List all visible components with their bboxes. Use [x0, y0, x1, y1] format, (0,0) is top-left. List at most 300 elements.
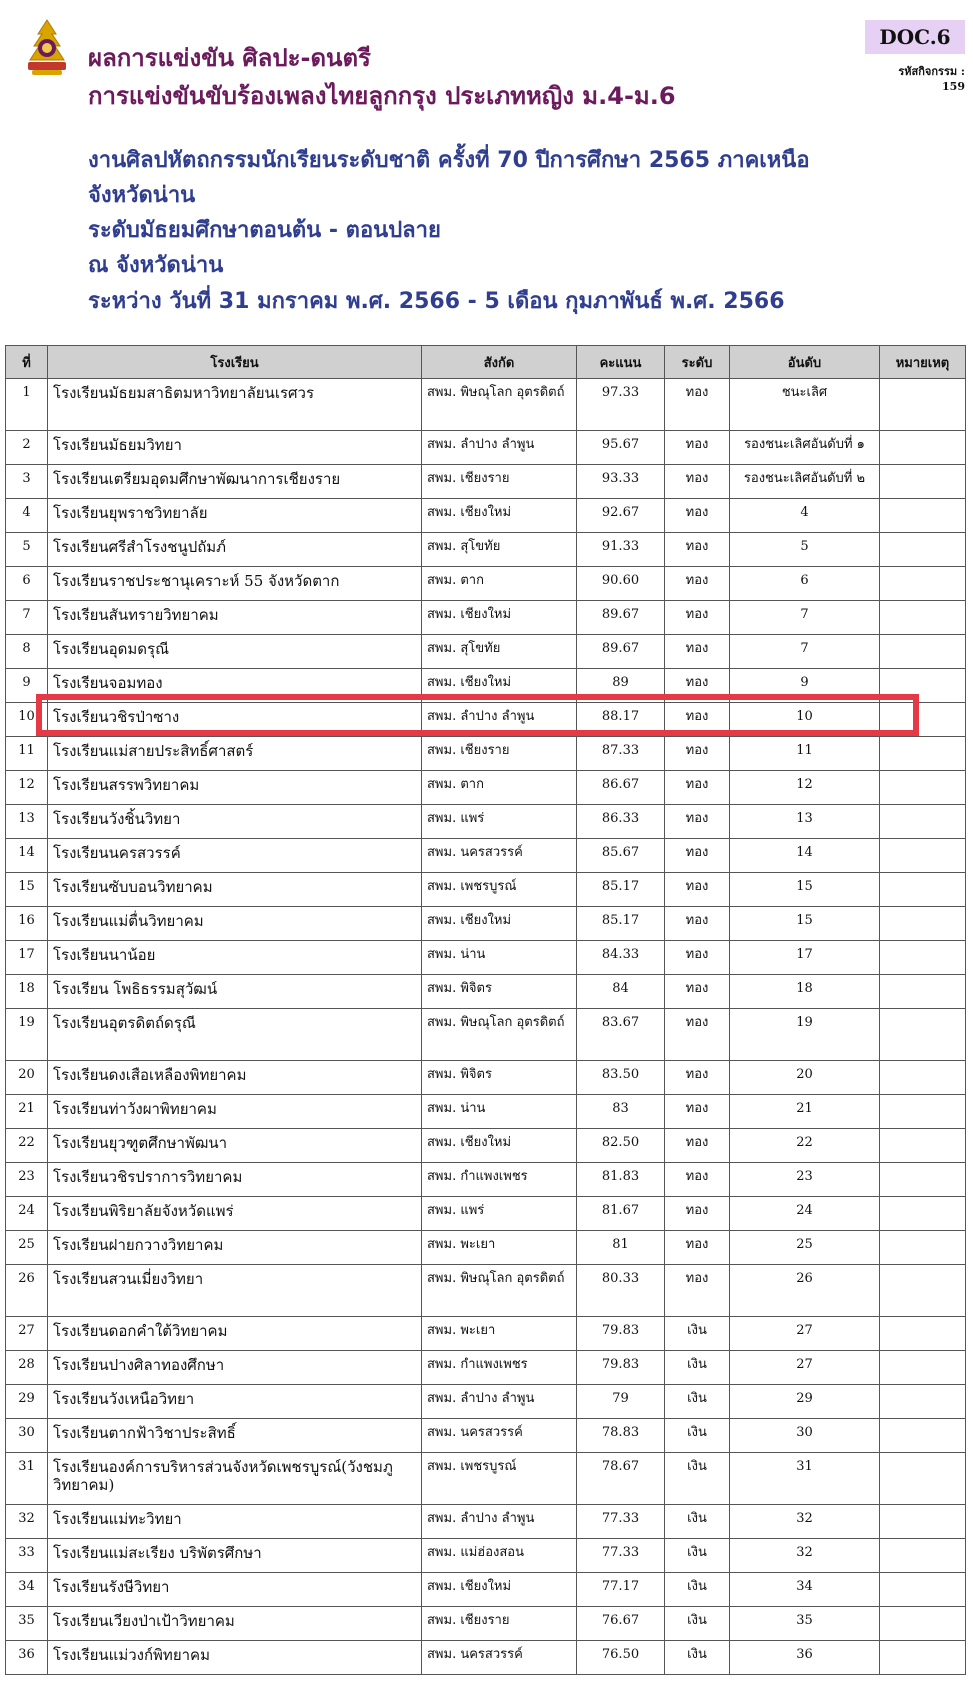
row-number: 2 — [6, 431, 48, 465]
school-name: โรงเรียนนาน้อย — [48, 941, 422, 975]
level: ทอง — [665, 431, 730, 465]
score: 85.67 — [577, 839, 665, 873]
table-row — [6, 1505, 966, 1539]
school-name: โรงเรียนวังเหนือวิทยา — [48, 1385, 422, 1419]
rank: 5 — [730, 533, 880, 567]
affiliation: สพม. สุโขทัย — [422, 635, 577, 669]
school-name: โรงเรียนจอมทอง — [48, 669, 422, 703]
school-name: โรงเรียนวชิรป่าซาง — [48, 703, 422, 737]
row-number: 12 — [6, 771, 48, 805]
score: 97.33 — [577, 379, 665, 431]
note — [880, 499, 966, 533]
row-number: 7 — [6, 601, 48, 635]
affiliation: สพม. พิจิตร — [422, 1061, 577, 1095]
affiliation: สพม. ลำปาง ลำพูน — [422, 1505, 577, 1539]
note — [880, 379, 966, 431]
table-header — [6, 346, 966, 379]
school-name: โรงเรียนสรรพวิทยาคม — [48, 771, 422, 805]
header-score: คะแนน — [577, 346, 665, 379]
level: เงิน — [665, 1573, 730, 1607]
note — [880, 431, 966, 465]
rank: 14 — [730, 839, 880, 873]
affiliation: สพม. ตาก — [422, 771, 577, 805]
table-row — [6, 1317, 966, 1351]
table-row — [6, 1197, 966, 1231]
note — [880, 1641, 966, 1675]
score: 90.60 — [577, 567, 665, 601]
table-row — [6, 873, 966, 907]
table-row — [6, 771, 966, 805]
table-row — [6, 1231, 966, 1265]
activity-code-label: รหัสกิจกรรม : — [898, 65, 965, 78]
table-row — [6, 1061, 966, 1095]
score: 91.33 — [577, 533, 665, 567]
level: ทอง — [665, 703, 730, 737]
affiliation: สพม. เชียงราย — [422, 737, 577, 771]
score: 77.33 — [577, 1539, 665, 1573]
score: 81.67 — [577, 1197, 665, 1231]
row-number: 6 — [6, 567, 48, 601]
affiliation: สพม. พิษณุโลก อุตรดิตถ์ — [422, 1265, 577, 1317]
school-name: โรงเรียนวชิรปราการวิทยาคม — [48, 1163, 422, 1197]
level: เงิน — [665, 1641, 730, 1675]
score: 83.67 — [577, 1009, 665, 1061]
level: ทอง — [665, 975, 730, 1009]
table-row — [6, 1641, 966, 1675]
note — [880, 941, 966, 975]
note — [880, 873, 966, 907]
table-row — [6, 805, 966, 839]
row-number: 31 — [6, 1453, 48, 1505]
table-row — [6, 635, 966, 669]
school-name: โรงเรียนแม่ตื่นวิทยาคม — [48, 907, 422, 941]
table-row — [6, 567, 966, 601]
row-number: 33 — [6, 1539, 48, 1573]
row-number: 23 — [6, 1163, 48, 1197]
affiliation: สพม. แพร่ — [422, 1197, 577, 1231]
school-name: โรงเรียนเตรียมอุดมศึกษาพัฒนาการเชียงราย — [48, 465, 422, 499]
school-name: โรงเรียนศรีสำโรงชนูปถัมภ์ — [48, 533, 422, 567]
rank: 27 — [730, 1351, 880, 1385]
note — [880, 533, 966, 567]
table-row — [6, 1163, 966, 1197]
rank: 15 — [730, 907, 880, 941]
affiliation: สพม. พิษณุโลก อุตรดิตถ์ — [422, 1009, 577, 1061]
row-number: 24 — [6, 1197, 48, 1231]
table-row — [6, 669, 966, 703]
doc-badge: DOC.6 — [865, 20, 965, 54]
note — [880, 1095, 966, 1129]
rank: 10 — [730, 703, 880, 737]
score: 80.33 — [577, 1265, 665, 1317]
affiliation: สพม. นครสวรรค์ — [422, 839, 577, 873]
table-row — [6, 601, 966, 635]
score: 76.50 — [577, 1641, 665, 1675]
school-name: โรงเรียนยุวฑูตศึกษาพัฒนา — [48, 1129, 422, 1163]
emblem-icon — [18, 18, 76, 78]
row-number: 21 — [6, 1095, 48, 1129]
note — [880, 1009, 966, 1061]
level: เงิน — [665, 1539, 730, 1573]
school-name: โรงเรียนดอกคำใต้วิทยาคม — [48, 1317, 422, 1351]
school-name: โรงเรียนสวนเมี่ยงวิทยา — [48, 1265, 422, 1317]
rank: 22 — [730, 1129, 880, 1163]
rank: 6 — [730, 567, 880, 601]
level: ทอง — [665, 941, 730, 975]
table-row — [6, 379, 966, 431]
table-body — [6, 379, 966, 1675]
score: 89.67 — [577, 601, 665, 635]
level: ทอง — [665, 465, 730, 499]
rank: รองชนะเลิศอันดับที่ ๑ — [730, 431, 880, 465]
score: 81.83 — [577, 1163, 665, 1197]
rank: รองชนะเลิศอันดับที่ ๒ — [730, 465, 880, 499]
affiliation: สพม. ลำปาง ลำพูน — [422, 1385, 577, 1419]
affiliation: สพม. เชียงใหม่ — [422, 907, 577, 941]
row-number: 27 — [6, 1317, 48, 1351]
level: ทอง — [665, 771, 730, 805]
rank: 4 — [730, 499, 880, 533]
affiliation: สพม. พะเยา — [422, 1231, 577, 1265]
level: ทอง — [665, 533, 730, 567]
event-line-4: ณ จังหวัดน่าน — [88, 253, 224, 278]
header-level: ระดับ — [665, 346, 730, 379]
competition-title: ผลการแข่งขัน ศิลปะ-ดนตรี — [88, 44, 371, 72]
row-number: 32 — [6, 1505, 48, 1539]
level: ทอง — [665, 907, 730, 941]
score: 82.50 — [577, 1129, 665, 1163]
score: 78.83 — [577, 1419, 665, 1453]
header-school: โรงเรียน — [48, 346, 422, 379]
rank: 20 — [730, 1061, 880, 1095]
competition-subtitle: การแข่งขันขับร้องเพลงไทยลูกกรุง ประเภทหญิง ม.4-ม.6 — [88, 82, 676, 110]
score: 77.17 — [577, 1573, 665, 1607]
rank: 25 — [730, 1231, 880, 1265]
row-number: 17 — [6, 941, 48, 975]
score: 81 — [577, 1231, 665, 1265]
score: 89 — [577, 669, 665, 703]
row-number: 36 — [6, 1641, 48, 1675]
score: 95.67 — [577, 431, 665, 465]
level: ทอง — [665, 1061, 730, 1095]
school-name: โรงเรียนแม่ทะวิทยา — [48, 1505, 422, 1539]
rank: 17 — [730, 941, 880, 975]
score: 87.33 — [577, 737, 665, 771]
note — [880, 1317, 966, 1351]
row-number: 26 — [6, 1265, 48, 1317]
note — [880, 1419, 966, 1453]
table-row — [6, 431, 966, 465]
table-row — [6, 1453, 966, 1505]
score: 88.17 — [577, 703, 665, 737]
affiliation: สพม. ตาก — [422, 567, 577, 601]
level: ทอง — [665, 1095, 730, 1129]
affiliation: สพม. นครสวรรค์ — [422, 1641, 577, 1675]
score: 85.17 — [577, 873, 665, 907]
level: เงิน — [665, 1453, 730, 1505]
results-table — [5, 345, 966, 1675]
affiliation: สพม. แพร่ — [422, 805, 577, 839]
row-number: 20 — [6, 1061, 48, 1095]
level: ทอง — [665, 669, 730, 703]
row-number: 14 — [6, 839, 48, 873]
table-row — [6, 975, 966, 1009]
row-number: 8 — [6, 635, 48, 669]
note — [880, 669, 966, 703]
table-row — [6, 1351, 966, 1385]
level: ทอง — [665, 567, 730, 601]
level: ทอง — [665, 805, 730, 839]
school-name: โรงเรียนรังษีวิทยา — [48, 1573, 422, 1607]
school-name: โรงเรียนราชประชานุเคราะห์ 55 จังหวัดตาก — [48, 567, 422, 601]
table-row — [6, 1385, 966, 1419]
note — [880, 737, 966, 771]
score: 86.33 — [577, 805, 665, 839]
level: ทอง — [665, 1197, 730, 1231]
school-name: โรงเรียน โพธิธรรมสุวัฒน์ — [48, 975, 422, 1009]
affiliation: สพม. เชียงใหม่ — [422, 601, 577, 635]
school-name: โรงเรียนปางศิลาทองศึกษา — [48, 1351, 422, 1385]
affiliation: สพม. กำแพงเพชร — [422, 1351, 577, 1385]
note — [880, 1129, 966, 1163]
rank: 30 — [730, 1419, 880, 1453]
level: เงิน — [665, 1385, 730, 1419]
level: ทอง — [665, 839, 730, 873]
level: ทอง — [665, 737, 730, 771]
table-row — [6, 1419, 966, 1453]
note — [880, 1385, 966, 1419]
row-number: 16 — [6, 907, 48, 941]
row-number: 18 — [6, 975, 48, 1009]
note — [880, 567, 966, 601]
note — [880, 1163, 966, 1197]
score: 77.33 — [577, 1505, 665, 1539]
note — [880, 1231, 966, 1265]
school-name: โรงเรียนแม่สายประสิทธิ์ศาสตร์ — [48, 737, 422, 771]
note — [880, 1505, 966, 1539]
note — [880, 703, 966, 737]
school-name: โรงเรียนแม่สะเรียง บริพัตรศึกษา — [48, 1539, 422, 1573]
score: 79 — [577, 1385, 665, 1419]
school-name: โรงเรียนอุตรดิตถ์ดรุณี — [48, 1009, 422, 1061]
rank: 24 — [730, 1197, 880, 1231]
school-name: โรงเรียนยุพราชวิทยาลัย — [48, 499, 422, 533]
note — [880, 805, 966, 839]
header-no: ที่ — [6, 346, 48, 379]
rank: 35 — [730, 1607, 880, 1641]
note — [880, 1453, 966, 1505]
rank: 32 — [730, 1505, 880, 1539]
affiliation: สพม. เชียงใหม่ — [422, 1129, 577, 1163]
score: 84.33 — [577, 941, 665, 975]
level: เงิน — [665, 1419, 730, 1453]
level: เงิน — [665, 1317, 730, 1351]
row-number: 11 — [6, 737, 48, 771]
score: 92.67 — [577, 499, 665, 533]
note — [880, 1351, 966, 1385]
school-name: โรงเรียนท่าวังผาพิทยาคม — [48, 1095, 422, 1129]
school-name: โรงเรียนสันทรายวิทยาคม — [48, 601, 422, 635]
row-number: 4 — [6, 499, 48, 533]
event-line-2: จังหวัดน่าน — [88, 183, 196, 208]
level: ทอง — [665, 379, 730, 431]
row-number: 13 — [6, 805, 48, 839]
note — [880, 975, 966, 1009]
level: ทอง — [665, 635, 730, 669]
row-number: 22 — [6, 1129, 48, 1163]
school-name: โรงเรียนเวียงป่าเป้าวิทยาคม — [48, 1607, 422, 1641]
note — [880, 839, 966, 873]
affiliation: สพม. เพชรบูรณ์ — [422, 873, 577, 907]
event-line-1: งานศิลปหัตถกรรมนักเรียนระดับชาติ ครั้งที่ 70 ปีการศึกษา 2565 ภาคเหนือ — [88, 148, 810, 173]
score: 83 — [577, 1095, 665, 1129]
row-number: 28 — [6, 1351, 48, 1385]
score: 89.67 — [577, 635, 665, 669]
rank: 29 — [730, 1385, 880, 1419]
row-number: 1 — [6, 379, 48, 431]
rank: 19 — [730, 1009, 880, 1061]
affiliation: สพม. เชียงใหม่ — [422, 669, 577, 703]
rank: ชนะเลิศ — [730, 379, 880, 431]
affiliation: สพม. แม่ฮ่องสอน — [422, 1539, 577, 1573]
affiliation: สพม. พะเยา — [422, 1317, 577, 1351]
affiliation: สพม. เชียงใหม่ — [422, 1573, 577, 1607]
affiliation: สพม. น่าน — [422, 1095, 577, 1129]
row-number: 3 — [6, 465, 48, 499]
note — [880, 907, 966, 941]
school-name: โรงเรียนองค์การบริหารส่วนจังหวัดเพชรบูรณ์(วังชมภูวิทยาคม) — [48, 1453, 422, 1505]
affiliation: สพม. ลำปาง ลำพูน — [422, 431, 577, 465]
table-row — [6, 1095, 966, 1129]
row-number: 35 — [6, 1607, 48, 1641]
score: 83.50 — [577, 1061, 665, 1095]
affiliation: สพม. เชียงราย — [422, 1607, 577, 1641]
rank: 36 — [730, 1641, 880, 1675]
note — [880, 771, 966, 805]
table-row — [6, 1265, 966, 1317]
school-name: โรงเรียนนครสวรรค์ — [48, 839, 422, 873]
level: ทอง — [665, 1009, 730, 1061]
affiliation: สพม. พิจิตร — [422, 975, 577, 1009]
table-row — [6, 703, 966, 737]
table-row — [6, 737, 966, 771]
rank: 34 — [730, 1573, 880, 1607]
affiliation: สพม. เพชรบูรณ์ — [422, 1453, 577, 1505]
school-name: โรงเรียนแม่วงก์พิทยาคม — [48, 1641, 422, 1675]
note — [880, 1061, 966, 1095]
row-number: 9 — [6, 669, 48, 703]
row-number: 30 — [6, 1419, 48, 1453]
school-name: โรงเรียนพิริยาลัยจังหวัดแพร่ — [48, 1197, 422, 1231]
affiliation: สพม. สุโขทัย — [422, 533, 577, 567]
level: เงิน — [665, 1351, 730, 1385]
table-row — [6, 1607, 966, 1641]
note — [880, 1197, 966, 1231]
score: 86.67 — [577, 771, 665, 805]
row-number: 5 — [6, 533, 48, 567]
score: 78.67 — [577, 1453, 665, 1505]
rank: 7 — [730, 601, 880, 635]
note — [880, 465, 966, 499]
logo — [18, 18, 76, 106]
table-row — [6, 1129, 966, 1163]
note — [880, 1265, 966, 1317]
row-number: 34 — [6, 1573, 48, 1607]
school-name: โรงเรียนซับบอนวิทยาคม — [48, 873, 422, 907]
level: ทอง — [665, 873, 730, 907]
level: เงิน — [665, 1607, 730, 1641]
row-number: 15 — [6, 873, 48, 907]
header-rank: อันดับ — [730, 346, 880, 379]
school-name: โรงเรียนฝายกวางวิทยาคม — [48, 1231, 422, 1265]
table-row — [6, 1539, 966, 1573]
affiliation: สพม. เชียงราย — [422, 465, 577, 499]
score: 93.33 — [577, 465, 665, 499]
level: ทอง — [665, 601, 730, 635]
rank: 32 — [730, 1539, 880, 1573]
note — [880, 601, 966, 635]
event-line-3: ระดับมัธยมศึกษาตอนต้น - ตอนปลาย — [88, 218, 441, 243]
table-row — [6, 1009, 966, 1061]
row-number: 29 — [6, 1385, 48, 1419]
affiliation: สพม. ลำปาง ลำพูน — [422, 703, 577, 737]
score: 79.83 — [577, 1317, 665, 1351]
rank: 13 — [730, 805, 880, 839]
note — [880, 1539, 966, 1573]
affiliation: สพม. น่าน — [422, 941, 577, 975]
note — [880, 635, 966, 669]
header-note: หมายเหตุ — [880, 346, 966, 379]
affiliation: สพม. เชียงใหม่ — [422, 499, 577, 533]
score: 85.17 — [577, 907, 665, 941]
affiliation: สพม. นครสวรรค์ — [422, 1419, 577, 1453]
table-row — [6, 907, 966, 941]
rank: 23 — [730, 1163, 880, 1197]
table-row — [6, 533, 966, 567]
level: ทอง — [665, 1163, 730, 1197]
note — [880, 1573, 966, 1607]
row-number: 19 — [6, 1009, 48, 1061]
rank: 7 — [730, 635, 880, 669]
header-affiliation: สังกัด — [422, 346, 577, 379]
rank: 21 — [730, 1095, 880, 1129]
table-row — [6, 465, 966, 499]
table-row — [6, 839, 966, 873]
level: ทอง — [665, 1231, 730, 1265]
score: 79.83 — [577, 1351, 665, 1385]
school-name: โรงเรียนมัธยมวิทยา — [48, 431, 422, 465]
rank: 18 — [730, 975, 880, 1009]
rank: 26 — [730, 1265, 880, 1317]
rank: 9 — [730, 669, 880, 703]
school-name: โรงเรียนมัธยมสาธิตมหาวิทยาลัยนเรศวร — [48, 379, 422, 431]
school-name: โรงเรียนดงเสือเหลืองพิทยาคม — [48, 1061, 422, 1095]
affiliation: สพม. พิษณุโลก อุตรดิตถ์ — [422, 379, 577, 431]
level: ทอง — [665, 1265, 730, 1317]
table-row — [6, 499, 966, 533]
level: ทอง — [665, 499, 730, 533]
level: เงิน — [665, 1505, 730, 1539]
row-number: 10 — [6, 703, 48, 737]
rank: 31 — [730, 1453, 880, 1505]
level: ทอง — [665, 1129, 730, 1163]
affiliation: สพม. กำแพงเพชร — [422, 1163, 577, 1197]
event-line-5: ระหว่าง วันที่ 31 มกราคม พ.ศ. 2566 - 5 เดือน กุมภาพันธ์ พ.ศ. 2566 — [88, 289, 785, 314]
note — [880, 1607, 966, 1641]
rank: 27 — [730, 1317, 880, 1351]
school-name: โรงเรียนอุดมดรุณี — [48, 635, 422, 669]
rank: 11 — [730, 737, 880, 771]
